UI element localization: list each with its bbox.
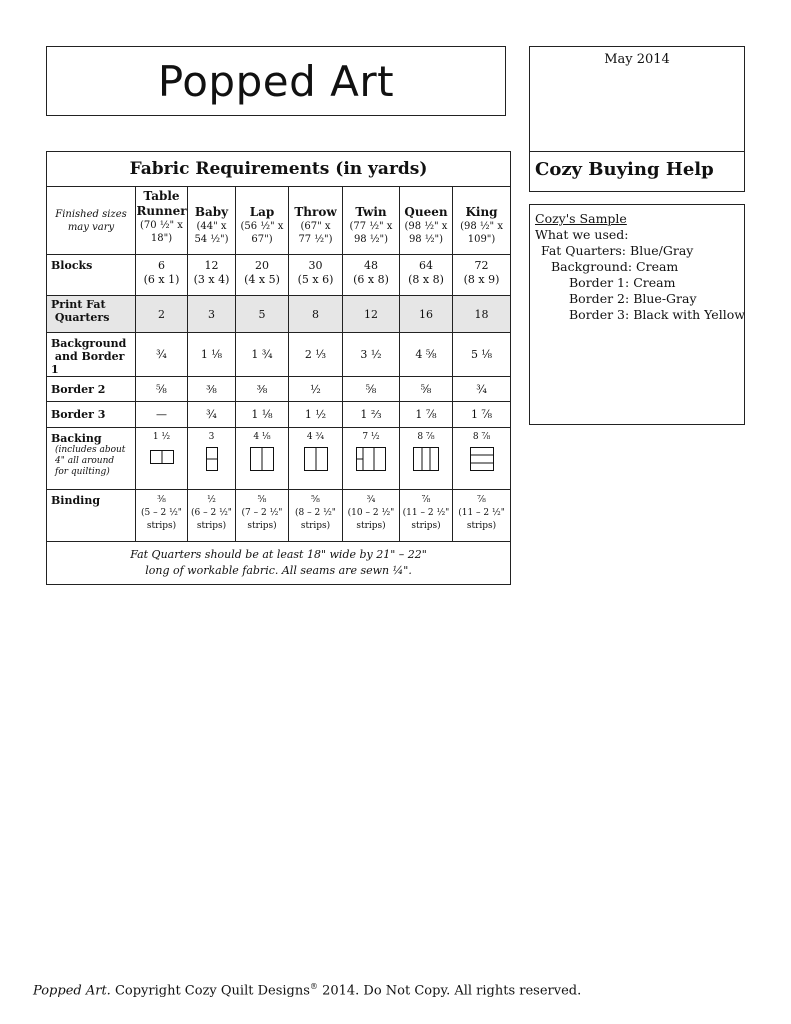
table-cell: ¾ <box>453 377 511 402</box>
backing-layout-icon <box>250 447 274 471</box>
backing-note: for quilting) <box>55 467 110 477</box>
sample-item <box>535 275 744 291</box>
table-cell: ½ (6 – 2 ½" strips) <box>188 490 236 542</box>
table-cell: 4 ¾ <box>289 428 343 490</box>
backing-layout-icon <box>206 447 218 471</box>
size-name: Table <box>143 189 180 203</box>
sample-value: Blue/Gray <box>630 243 694 258</box>
table-cell: 4 ⅛ <box>236 428 289 490</box>
table-cell: ⅝ <box>400 377 453 402</box>
footnote-row <box>47 542 511 585</box>
row-label: Blocks <box>47 255 136 296</box>
size-dims: (70 ½" x <box>140 220 183 231</box>
table-cell: 3 ½ <box>343 333 400 377</box>
size-dims: (98 ½" x <box>460 221 503 232</box>
help-box <box>529 151 745 192</box>
border2-row <box>47 377 511 402</box>
title-box <box>46 46 506 116</box>
backing-layout-icon <box>413 447 439 471</box>
size-name: Runner <box>136 204 187 218</box>
size-table-runner <box>136 187 188 255</box>
row-label: Background and Border 1 <box>47 333 136 377</box>
table-cell: 3 <box>188 428 236 490</box>
table-cell: ⅞ (11 – 2 ½" strips) <box>400 490 453 542</box>
blocks-row <box>47 255 511 296</box>
footer-rest: 2014. Do Not Copy. All rights reserved. <box>322 983 582 999</box>
binding-row <box>47 490 511 542</box>
table-cell: 30 (5 x 6) <box>289 255 343 296</box>
backing-note: 4" all around <box>55 456 115 466</box>
table-cell: 12 (3 x 4) <box>188 255 236 296</box>
backing-note: (includes about <box>55 445 126 455</box>
size-dims: (56 ½" x <box>240 221 284 232</box>
row-label: Border 3 <box>47 402 136 428</box>
size-baby <box>188 187 236 255</box>
table-cell: 8 ⅞ <box>400 428 453 490</box>
sample-item <box>535 307 744 323</box>
background-row <box>47 333 511 377</box>
size-name: Twin <box>355 205 387 219</box>
table-cell: 2 <box>136 296 188 333</box>
table-cell: ⅜ <box>188 377 236 402</box>
registered-mark: ® <box>309 982 318 991</box>
table-cell: ⅜ (5 – 2 ½" strips) <box>136 490 188 542</box>
size-name: Baby <box>194 205 229 219</box>
issue-date: May 2014 <box>604 52 670 67</box>
sample-label: Fat Quarters: <box>541 243 627 258</box>
table-cell: 20 (4 x 5) <box>236 255 289 296</box>
sample-value: Black with Yellow <box>633 307 745 322</box>
sample-value: Blue-Gray <box>633 291 697 306</box>
table-cell: ⅝ (7 – 2 ½" strips) <box>236 490 289 542</box>
backing-layout-icon <box>150 450 174 464</box>
size-dims: 98 ½") <box>353 234 389 245</box>
table-cell: 1 ⅛ <box>236 402 289 428</box>
sizes-note <box>47 187 136 255</box>
table-cell: 1 ⅛ <box>188 333 236 377</box>
row-label: Binding <box>47 490 136 542</box>
table-caption: Fabric Requirements (in yards) <box>47 152 511 187</box>
size-name: King <box>465 205 498 219</box>
note-line: Finished sizes <box>55 208 127 220</box>
row-label: Backing (includes about 4" all around for quilting) <box>47 428 136 490</box>
row-label: Border 2 <box>47 377 136 402</box>
copyright-footer <box>33 982 581 998</box>
note-line: may vary <box>67 221 115 233</box>
table-cell: 16 <box>400 296 453 333</box>
table-cell: 12 <box>343 296 400 333</box>
sample-value: Cream <box>633 275 676 290</box>
size-dims: (67" x <box>300 221 331 232</box>
date-box <box>529 46 745 152</box>
size-lap <box>236 187 289 255</box>
table-cell: ⅝ (8 – 2 ½" strips) <box>289 490 343 542</box>
table-cell: 18 <box>453 296 511 333</box>
table-cell: 1 ¾ <box>236 333 289 377</box>
size-dims: 77 ½") <box>298 234 333 245</box>
table-cell: ¾ <box>188 402 236 428</box>
size-dims: 18") <box>150 233 173 244</box>
size-dims: 54 ½") <box>194 234 229 245</box>
sample-value: Cream <box>636 259 679 274</box>
table-cell: 1 ⅞ <box>453 402 511 428</box>
table-cell: ⅜ <box>236 377 289 402</box>
sample-box <box>529 204 745 425</box>
size-dims: 98 ½") <box>408 234 444 245</box>
row-label: Print Fat Quarters <box>47 296 136 333</box>
fabric-requirements-table <box>46 151 511 585</box>
sample-item <box>535 291 744 307</box>
table-cell: ⅞ (11 – 2 ½" strips) <box>453 490 511 542</box>
backing-row <box>47 428 511 490</box>
size-dims: 109") <box>467 234 496 245</box>
table-cell: 8 <box>289 296 343 333</box>
table-cell: 1 ⅞ <box>400 402 453 428</box>
sample-item <box>535 243 744 259</box>
table-cell: ¾ (10 – 2 ½" strips) <box>343 490 400 542</box>
table-cell: ⅝ <box>343 377 400 402</box>
table-cell: 6 (6 x 1) <box>136 255 188 296</box>
table-cell: 1 ⅔ <box>343 402 400 428</box>
table-cell: 5 ⅛ <box>453 333 511 377</box>
table-cell: 2 ⅓ <box>289 333 343 377</box>
sample-label: Border 3: <box>569 307 630 322</box>
table-cell: 7 ½ <box>343 428 400 490</box>
size-dims: (98 ½" x <box>404 221 448 232</box>
fat-quarters-row <box>47 296 511 333</box>
backing-layout-icon <box>470 447 494 471</box>
sample-item <box>535 259 744 275</box>
footer-text: Copyright Cozy Quilt Designs <box>114 983 310 999</box>
backing-layout-icon <box>304 447 328 471</box>
table-cell: 1 ½ <box>136 428 188 490</box>
table-cell: 1 ½ <box>289 402 343 428</box>
table-footnote: Fat Quarters should be at least 18" wide by 21" – 22" long of workable fabric. All seams are sewn ¼". <box>47 542 511 585</box>
size-dims: (77 ½" x <box>349 221 393 232</box>
table-cell: ¾ <box>136 333 188 377</box>
size-dims: 67") <box>251 234 273 245</box>
page-title: Popped Art <box>157 56 395 106</box>
size-name: Throw <box>294 205 337 219</box>
footer-title: Popped Art. <box>33 983 111 999</box>
table-cell: 5 <box>236 296 289 333</box>
table-cell: 64 (8 x 8) <box>400 255 453 296</box>
sample-heading: Cozy's Sample <box>535 211 627 226</box>
table-cell: 4 ⅝ <box>400 333 453 377</box>
size-twin <box>343 187 400 255</box>
table-cell: 48 (6 x 8) <box>343 255 400 296</box>
backing-layout-icon <box>356 447 386 471</box>
size-throw <box>289 187 343 255</box>
table-cell: 3 <box>188 296 236 333</box>
table-cell: 72 (8 x 9) <box>453 255 511 296</box>
size-dims: (44" x <box>196 221 227 232</box>
size-header-row <box>47 187 511 255</box>
help-title: Cozy Buying Help <box>535 159 714 180</box>
table-cell: ½ <box>289 377 343 402</box>
border3-row <box>47 402 511 428</box>
sample-label: Background: <box>551 259 633 274</box>
size-queen <box>400 187 453 255</box>
table-cell: — <box>136 402 188 428</box>
size-name: Queen <box>404 205 448 219</box>
size-name: Lap <box>249 205 275 219</box>
size-king <box>453 187 511 255</box>
sample-label: Border 1: <box>569 275 630 290</box>
table-cell: 8 ⅞ <box>453 428 511 490</box>
table-cell: ⅝ <box>136 377 188 402</box>
what-we-used: What we used: <box>535 227 629 242</box>
sample-label: Border 2: <box>569 291 630 306</box>
